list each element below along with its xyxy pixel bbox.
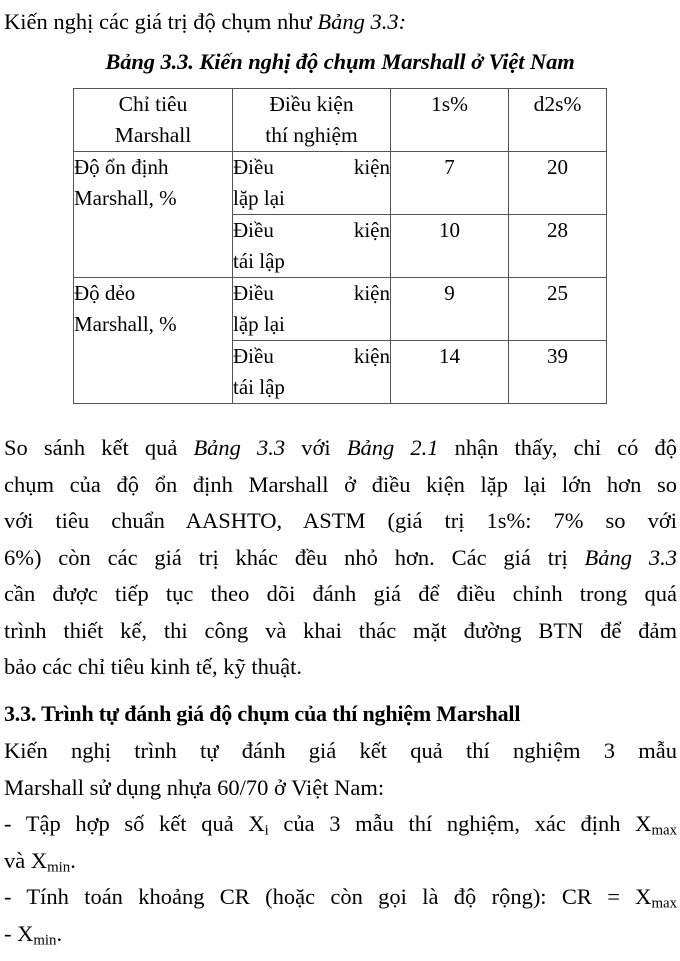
condition-repeat-2-line1: Điều kiện [233,281,390,305]
intro-paragraph [4,4,676,41]
comparison-line-6: trình thiết kế, thi công và khai thác mặt đường BTN để đảm [4,617,677,643]
header-cell-condition [233,89,391,152]
condition-reproduce-1-line1: Điều kiện [233,218,390,242]
header-cell-criterion [74,89,233,152]
condition-cell-repeat-2 [233,278,391,341]
comparison-ref-1: Bảng 3.3 [193,435,286,460]
comparison-line1-b: với [285,435,347,460]
comparison-line4-a: 6%) còn các giá trị khác đều nhỏ hơn. Các giá trị [4,544,585,570]
comparison-line-1 [4,430,677,467]
bullet-2-line2-b: . [56,920,63,946]
bullet-item-1 [4,806,677,879]
bullet-1-line-1 [4,806,677,843]
condition-repeat-1-line2: lặp lại [233,186,285,210]
comparison-line-3: với tiêu chuẩn AASHTO, ASTM (giá trị 1s%: 7% so với [4,508,677,533]
bullet-1-subscript-max: max [651,822,677,839]
bullet-2-text-a: - Tính toán khoảng CR (hoặc còn gọi là độ rộng): CR = X [4,884,652,909]
condition-cell-reproduce-1 [233,215,391,278]
bullet-1-line-2 [4,843,677,880]
comparison-line-4 [4,540,677,577]
condition-repeat-1-line1: Điều kiện [233,155,390,179]
intro-text-before: Kiến nghị các giá trị độ chụm như [4,9,318,34]
condition-reproduce-1-line2: tái lập [233,249,285,273]
marshall-table-wrapper [73,88,606,404]
bullet-1-line2-a: và X [4,847,48,873]
comparison-line-7: bảo các chỉ tiêu kinh tế, kỹ thuật. [4,654,303,679]
condition-reproduce-2-line1: Điều kiện [233,344,390,368]
bullet-1-text-b: của 3 mẫu thí nghiệm, xác định X [268,811,652,836]
header-condition-line2: thí nghiệm [265,123,358,147]
bullet-1-line2-b: . [70,847,76,873]
criterion-cell-stability [74,152,233,278]
bullet-item-2 [4,879,677,952]
value-d2s-stability-reproduce: 28 [509,215,607,278]
section-heading-3-3: 3.3. Trình tự đánh giá độ chụm của thí nghiệm Marshall [4,701,521,726]
bullet-2-line-2 [4,916,677,953]
bullet-2-line-1 [4,879,677,916]
condition-cell-repeat-1 [233,152,391,215]
table-caption: Bảng 3.3. Kiến nghị độ chụm Marshall ở Việt Nam [105,49,575,74]
criterion-flow-line2: Marshall, % [74,312,177,336]
header-condition-line1: Điều kiện [269,92,354,116]
procedure-intro-line-1: Kiến nghị trình tự đánh giá kết quả thí nghiệm 3 mẫu [4,738,677,763]
value-d2s-stability-repeat: 20 [509,152,607,215]
comparison-line-5: cần được tiếp tục theo dõi đánh giá để điều chỉnh trong quá [4,581,677,606]
value-1s-stability-reproduce: 10 [391,215,509,278]
criterion-stability-line2: Marshall, % [74,186,177,210]
bullet-2-subscript-min: min [33,931,57,948]
table-row [74,152,607,215]
bullet-1-subscript-i: i [264,822,269,839]
header-d2s-label: d2s% [533,92,582,116]
comparison-line1-a: So sánh kết quả [4,435,194,460]
bullet-1-text-a: - Tập hợp số kết quả X [4,811,265,836]
condition-cell-reproduce-2 [233,341,391,404]
criterion-cell-flow [74,278,233,404]
header-criterion-line1: Chỉ tiêu [118,92,188,116]
bullet-2-subscript-max: max [651,895,677,912]
header-cell-d2s [509,89,607,152]
table-row [74,278,607,341]
value-1s-flow-reproduce: 14 [391,341,509,404]
header-cell-1s [391,89,509,152]
table-header-row [74,89,607,152]
comparison-line1-c: nhận thấy, chỉ có độ [438,435,677,460]
intro-reference: Bảng 3.3 [317,9,399,34]
procedure-intro-line-2: Marshall sử dụng nhựa 60/70 ở Việt Nam: [4,774,385,800]
header-1s-label: 1s% [430,92,469,116]
value-d2s-flow-reproduce: 39 [509,341,607,404]
condition-repeat-2-line2: lặp lại [233,312,285,336]
comparison-line-2: chụm của độ ổn định Marshall ở điều kiện lặp lại lớn hơn so [4,471,677,497]
procedure-intro-paragraph [4,733,677,806]
value-1s-flow-repeat: 9 [391,278,509,341]
marshall-table [73,88,607,404]
criterion-stability-line1: Độ ổn định [74,155,169,179]
condition-reproduce-2-line2: tái lập [233,375,285,399]
intro-text-after: : [398,9,407,34]
criterion-flow-line1: Độ dẻo [74,281,136,305]
comparison-ref-3: Bảng 3.3 [584,544,677,570]
value-d2s-flow-repeat: 25 [509,278,607,341]
value-1s-stability-repeat: 7 [391,152,509,215]
header-criterion-line2: Marshall [114,123,192,147]
comparison-paragraph [4,430,677,686]
bullet-1-subscript-min: min [47,858,71,875]
comparison-ref-2: Bảng 2.1 [346,435,439,460]
bullet-2-line2-a: - X [4,920,34,946]
